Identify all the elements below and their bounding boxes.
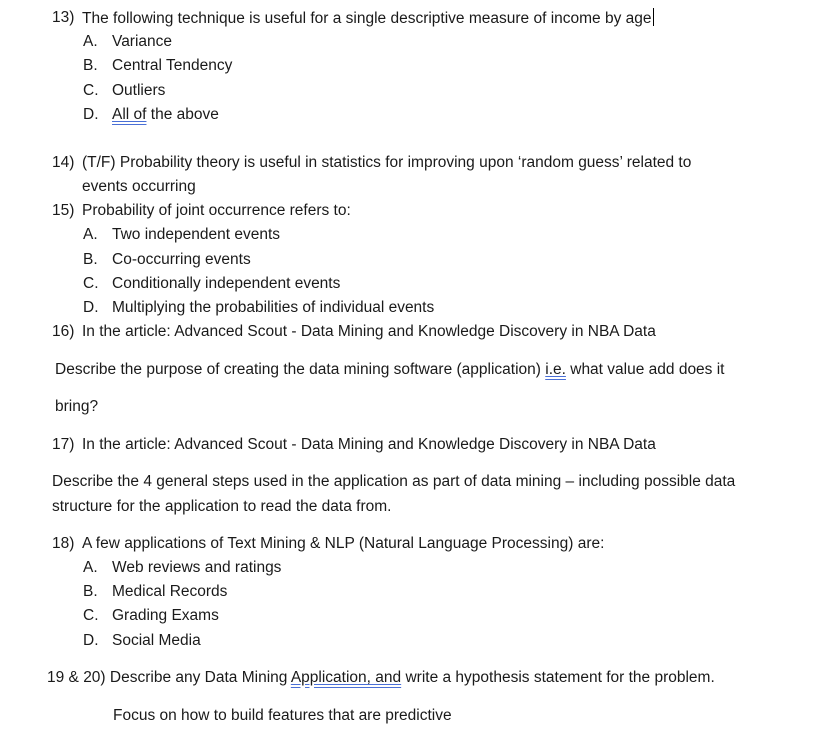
- question-text: [47, 668, 715, 688]
- option-letter: A.: [83, 559, 98, 576]
- question-description-continued: structure for the application to read the data from.: [52, 498, 392, 515]
- question-text: A few applications of Text Mining & NLP (Natural Language Processing) are:: [82, 535, 605, 552]
- option-letter: B.: [83, 57, 98, 74]
- grammar-mark[interactable]: i.e.: [545, 361, 566, 378]
- question-number: 18): [52, 535, 75, 552]
- option-letter: C.: [83, 275, 99, 292]
- option-letter: D.: [83, 632, 99, 649]
- question-number: 19 & 20): [47, 669, 106, 686]
- description-text-rest: what value add does it: [565, 361, 725, 378]
- question-text: (T/F) Probability theory is useful in statistics for improving upon ‘random guess’ related to: [82, 154, 692, 171]
- option-text: Central Tendency: [112, 57, 233, 74]
- question-text-start: Describe any Data Mining: [109, 669, 291, 686]
- question-description-continued: bring?: [55, 398, 99, 415]
- question-text: In the article: Advanced Scout - Data Mining and Knowledge Discovery in NBA Data: [82, 436, 656, 453]
- question-text[interactable]: [82, 8, 654, 29]
- option-text: Multiplying the probabilities of individual events: [112, 299, 435, 316]
- question-text: Probability of joint occurrence refers to:: [82, 202, 351, 219]
- option-letter: B.: [83, 583, 98, 600]
- question-number: 13): [52, 9, 75, 26]
- option-text: Two independent events: [112, 226, 281, 243]
- question-number: 14): [52, 154, 75, 171]
- option-text: Web reviews and ratings: [112, 559, 282, 576]
- option-text-rest: the above: [146, 106, 219, 123]
- option-letter: D.: [83, 299, 99, 316]
- question-number: 15): [52, 202, 75, 219]
- grammar-mark[interactable]: All of: [112, 106, 147, 123]
- question-number: 17): [52, 436, 75, 453]
- question-text-continued: events occurring: [82, 178, 196, 195]
- text-cursor: [653, 8, 654, 26]
- option-letter: C.: [83, 607, 99, 624]
- option-text: [112, 105, 219, 125]
- option-letter: A.: [83, 33, 98, 50]
- option-text: Grading Exams: [112, 607, 219, 624]
- option-text: Medical Records: [112, 583, 228, 600]
- question-number: 16): [52, 323, 75, 340]
- question-13-text: The following technique is useful for a single descriptive measure of income by age: [82, 10, 652, 27]
- question-description: [55, 360, 725, 380]
- question-description: Describe the 4 general steps used in the application as part of data mining – including possible data: [52, 473, 736, 490]
- option-letter: A.: [83, 226, 98, 243]
- grammar-mark[interactable]: Application, and: [290, 669, 402, 686]
- option-letter: B.: [83, 251, 98, 268]
- option-text: Variance: [112, 33, 173, 50]
- question-focus-note: Focus on how to build features that are predictive: [113, 707, 452, 724]
- option-text: Outliers: [112, 82, 166, 99]
- option-letter: D.: [83, 106, 99, 123]
- description-text: Describe the purpose of creating the data mining software (application): [55, 361, 546, 378]
- option-text: Social Media: [112, 632, 201, 649]
- question-text: In the article: Advanced Scout - Data Mining and Knowledge Discovery in NBA Data: [82, 323, 656, 340]
- question-text-end: write a hypothesis statement for the problem.: [401, 669, 715, 686]
- option-letter: C.: [83, 82, 99, 99]
- option-text: Co-occurring events: [112, 251, 251, 268]
- option-text: Conditionally independent events: [112, 275, 341, 292]
